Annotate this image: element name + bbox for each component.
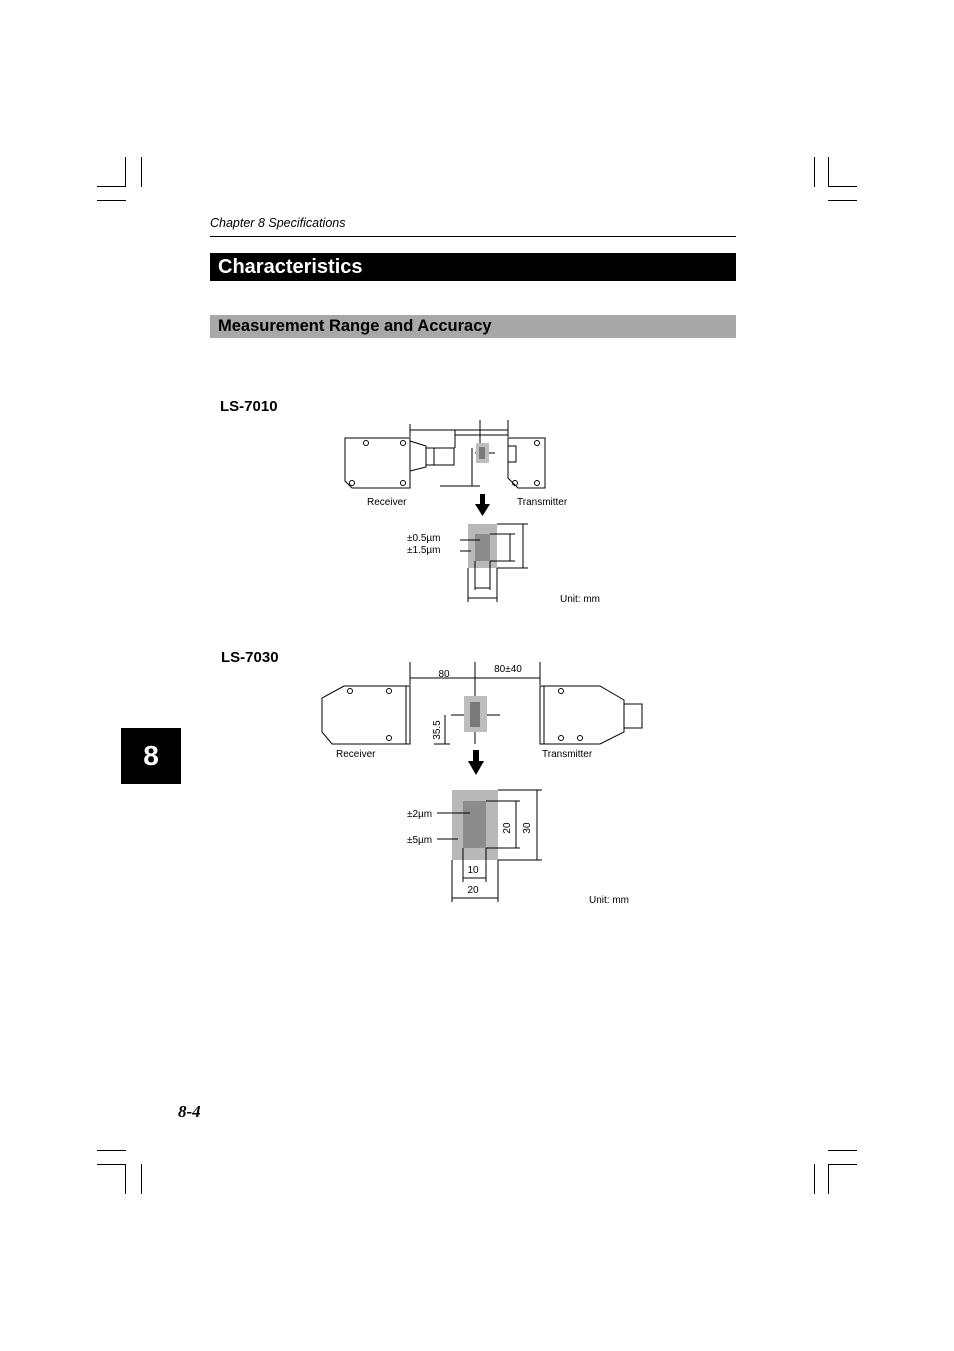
section-title: Measurement Range and Accuracy [210,315,736,338]
header-rule [210,236,736,237]
ls7030-dim-left: 80 [438,669,450,680]
chapter-header: Chapter 8 Specifications [210,216,346,230]
ls7030-model-label: LS-7030 [221,649,279,666]
ls7030-unit-label: Unit: mm [589,895,629,906]
ls7030-range-outer-width: 20 [467,885,479,896]
ls7010-accuracy-outer: ±1.5µm [407,545,441,556]
page-title: Characteristics [210,253,736,281]
ls7030-range-inner-height: 20 [502,822,513,834]
chapter-tab: 8 [121,728,181,784]
page-number: 8-4 [178,1102,201,1121]
ls7030-dim-height: 35.5 [432,720,443,740]
ls7010-unit-label: Unit: mm [560,594,600,605]
ls7030-range-inner-width: 10 [467,865,479,876]
ls7030-diagram [310,658,660,908]
ls7010-transmitter-label: Transmitter [517,497,568,508]
ls7010-diagram [330,410,630,610]
ls7030-range-outer-height: 30 [522,822,533,834]
ls7030-transmitter-label: Transmitter [542,749,593,760]
ls7030-transmitter-body [544,686,624,744]
ls7030-accuracy-outer: ±5µm [407,835,433,846]
ls7010-receiver-label: Receiver [367,497,407,508]
ls7010-receiver-body [345,438,410,488]
ls7030-receiver-body [322,686,406,744]
ls7010-model-label: LS-7010 [220,398,278,415]
ls7030-accuracy-inner: ±2µm [407,809,433,820]
ls7030-receiver-label: Receiver [336,749,376,760]
ls7010-accuracy-inner: ±0.5µm [407,533,441,544]
ls7030-dim-right: 80±40 [494,664,522,675]
